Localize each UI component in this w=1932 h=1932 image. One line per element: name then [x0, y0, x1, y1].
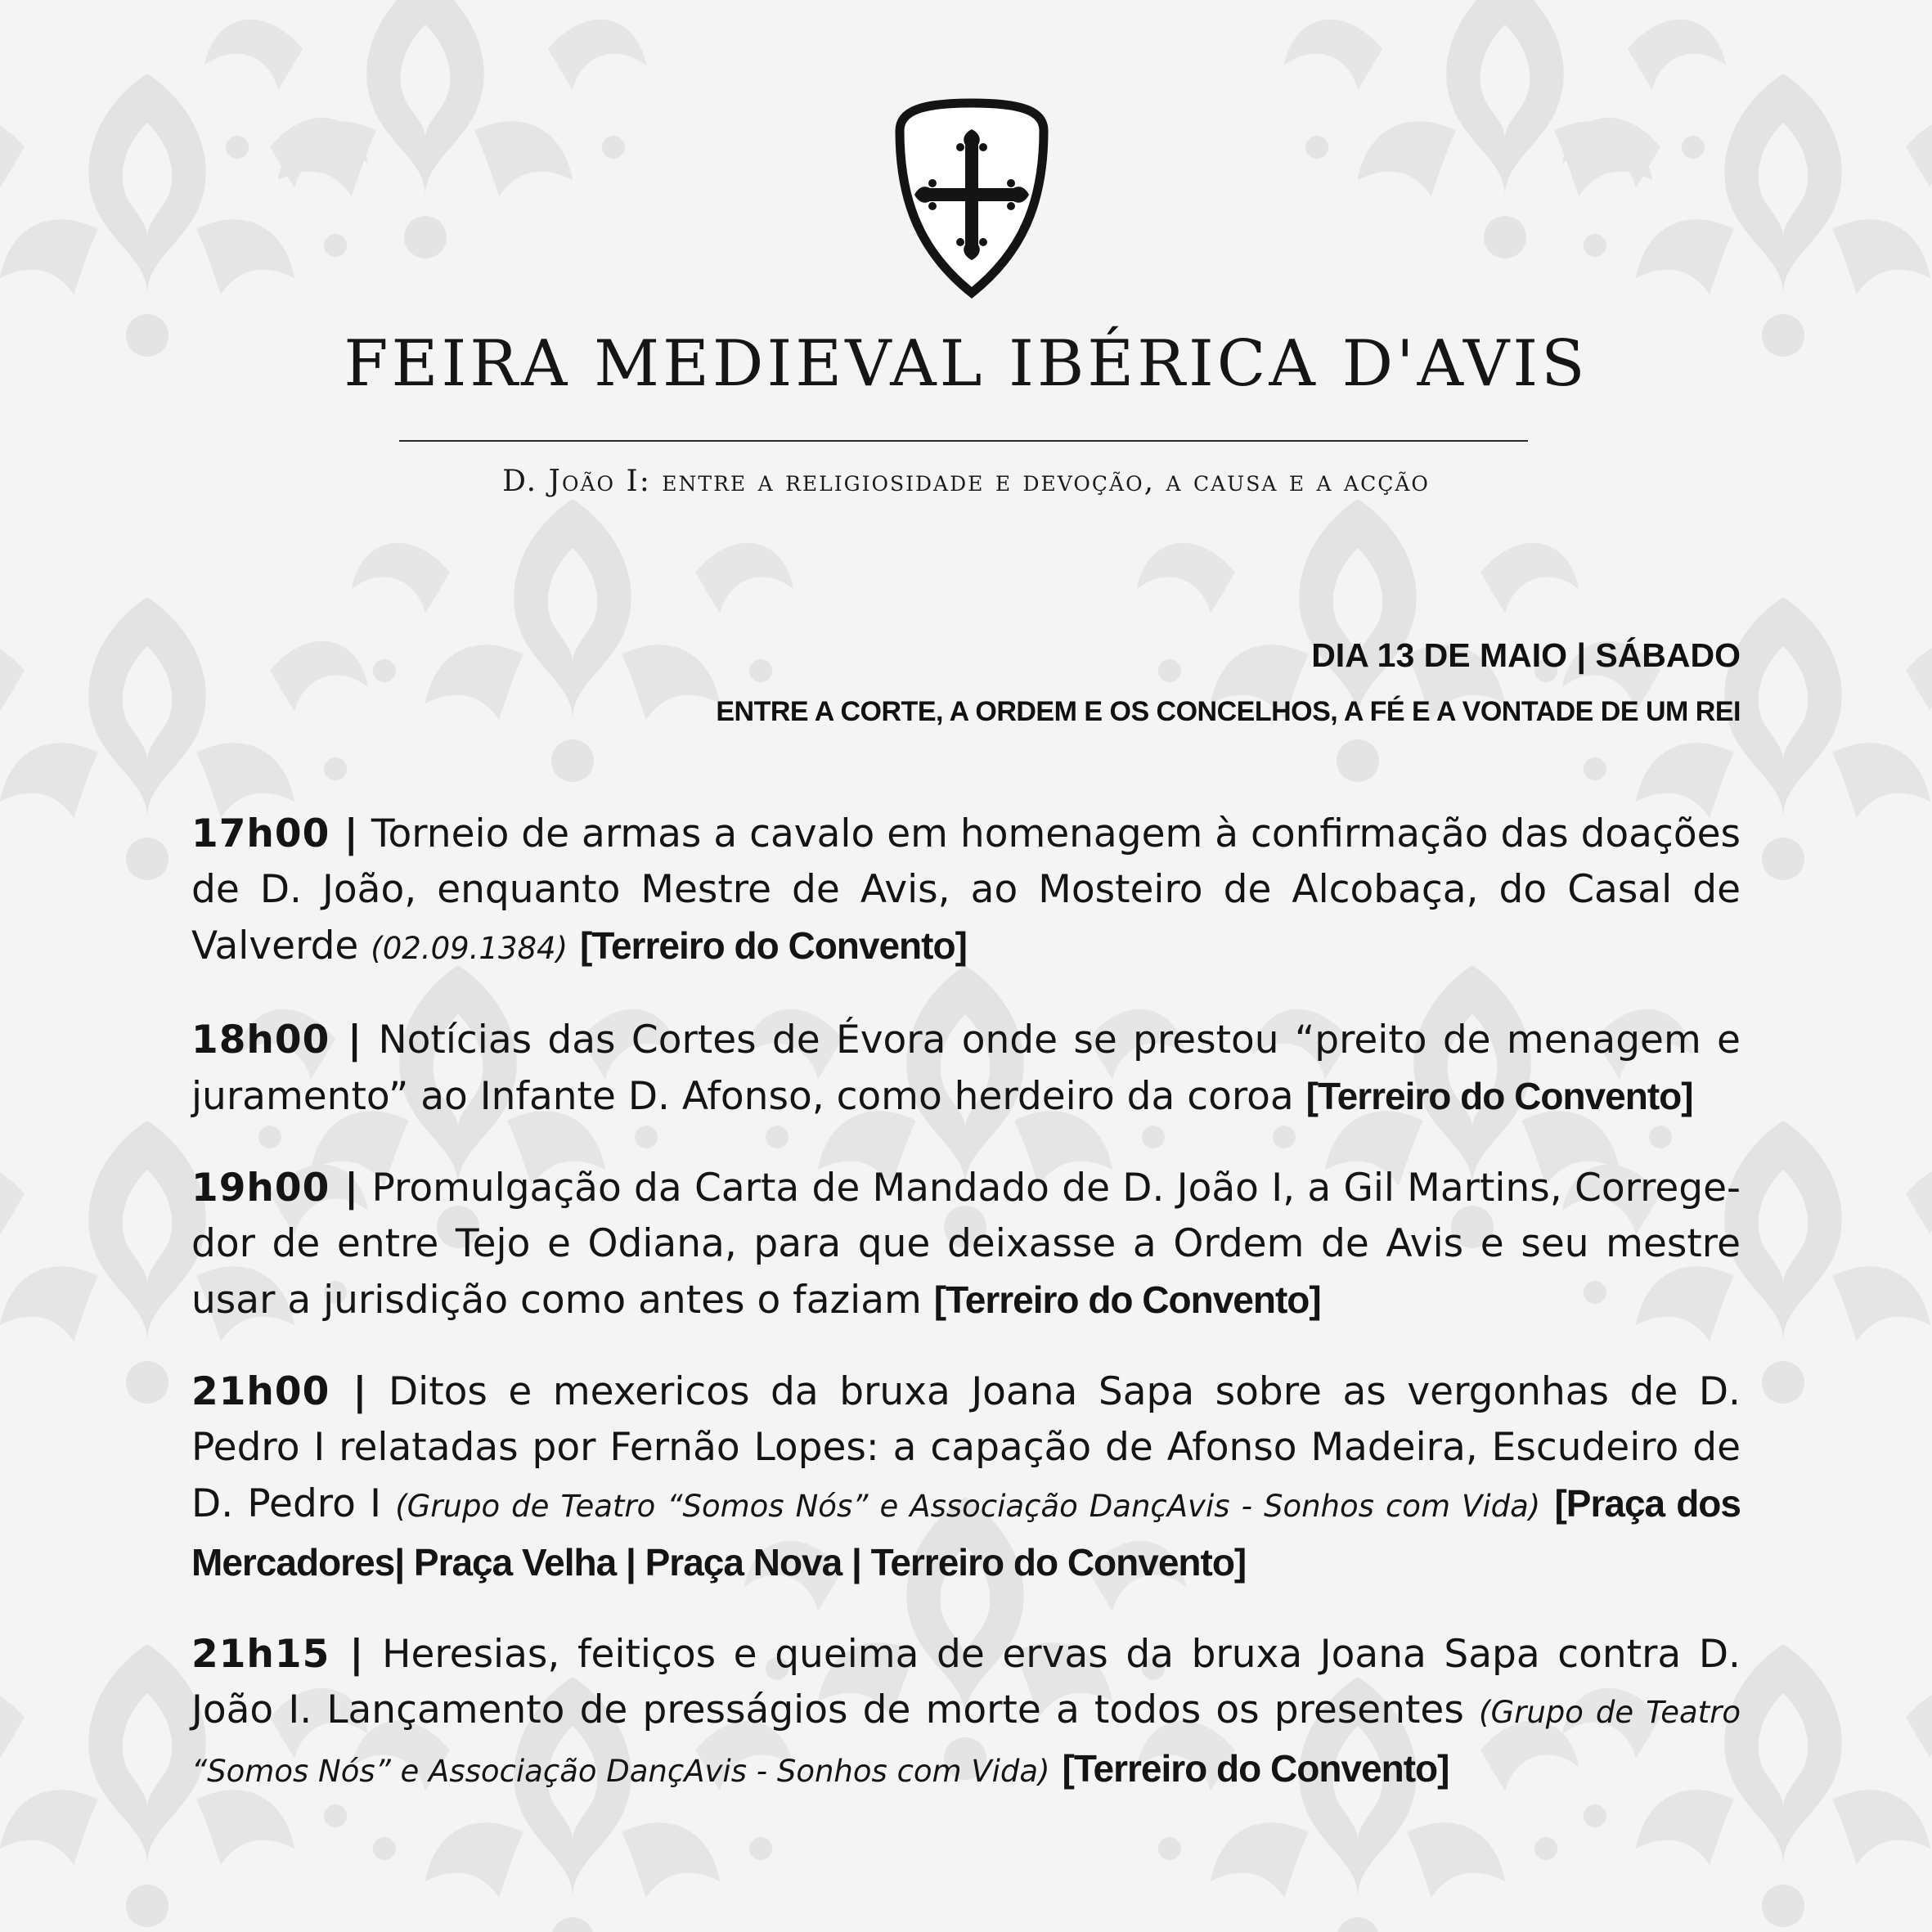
event-place: [Terreiro do Convento]: [1062, 1747, 1449, 1790]
event-description: Promulgação da Carta de Mandado de D. João I, a Gil Martins, Corregedor de entre Tejo e Odiana, para que deixasse a Ordem de Avis e seu mestre usar a jurisdição como antes o faziam: [191, 1166, 1741, 1323]
event-item: [191, 806, 1741, 977]
day-heading: DIA 13 DE MAIO | SÁBADO: [1311, 636, 1741, 674]
event-item: [191, 1364, 1741, 1591]
event-time: 21h15 |: [191, 1632, 365, 1677]
title-divider: [399, 440, 1528, 442]
event-description: Ditos e mexericos da bruxa Joana Sapa sobre as vergonhas de D. Pedro I relatadas por Fernão Lopes: a capação de Afonso Madeira, Escudeiro de D. Pedro I: [191, 1369, 1741, 1526]
event-note: (02.09.1384): [371, 931, 568, 966]
event-note: (Grupo de Teatro “Somos Nós” e Associação DançAvis - Sonhos com Vida): [191, 1695, 1741, 1789]
event-item: [191, 1627, 1741, 1799]
event-item: [191, 1161, 1741, 1328]
events-list: [191, 806, 1741, 1835]
event-place: [Terreiro do Convento]: [933, 1278, 1321, 1321]
event-time: 19h00 |: [191, 1166, 360, 1211]
event-place: [Praça dos Mercadores| Praça Velha | Praça Nova | Terreiro do Convento]: [191, 1482, 1741, 1584]
event-description: Notícias das Cortes de Évora onde se prestou “preito de menagem e juramento” ao Infante D. Afonso, como herdeiro da coroa: [191, 1018, 1741, 1119]
page-subtitle: D. João I: entre a religiosidade e devoção, a causa e a acção: [502, 465, 1430, 498]
event-time: 18h00 |: [191, 1018, 363, 1063]
event-place: [Terreiro do Convento]: [1305, 1075, 1693, 1117]
event-description: Torneio de armas a cavalo em homenagem à confirmação das doações de D. João, enquanto Mestre de Avis, ao Mosteiro de Alcobaça, do Casal de Valverde: [191, 811, 1741, 968]
event-time: 17h00 |: [191, 811, 359, 856]
page-title: FEIRA MEDIEVAL IBÉRICA D'AVIS: [344, 327, 1588, 401]
event-description: Heresias, feitiços e queima de ervas da bruxa Joana Sapa contra D. João I. Lançamento de presságios de morte a todos os presentes: [191, 1632, 1741, 1732]
shield-cross-icon: [890, 98, 1054, 299]
event-note: (Grupo de Teatro “Somos Nós” e Associação DançAvis - Sonhos com Vida): [395, 1489, 1541, 1524]
event-time: 21h00 |: [191, 1369, 368, 1414]
event-item: [191, 1013, 1741, 1125]
event-place: [Terreiro do Convento]: [579, 924, 967, 967]
day-theme: ENTRE A CORTE, A ORDEM E OS CONCELHOS, A FÉ E A VONTADE DE UM REI: [716, 696, 1741, 727]
